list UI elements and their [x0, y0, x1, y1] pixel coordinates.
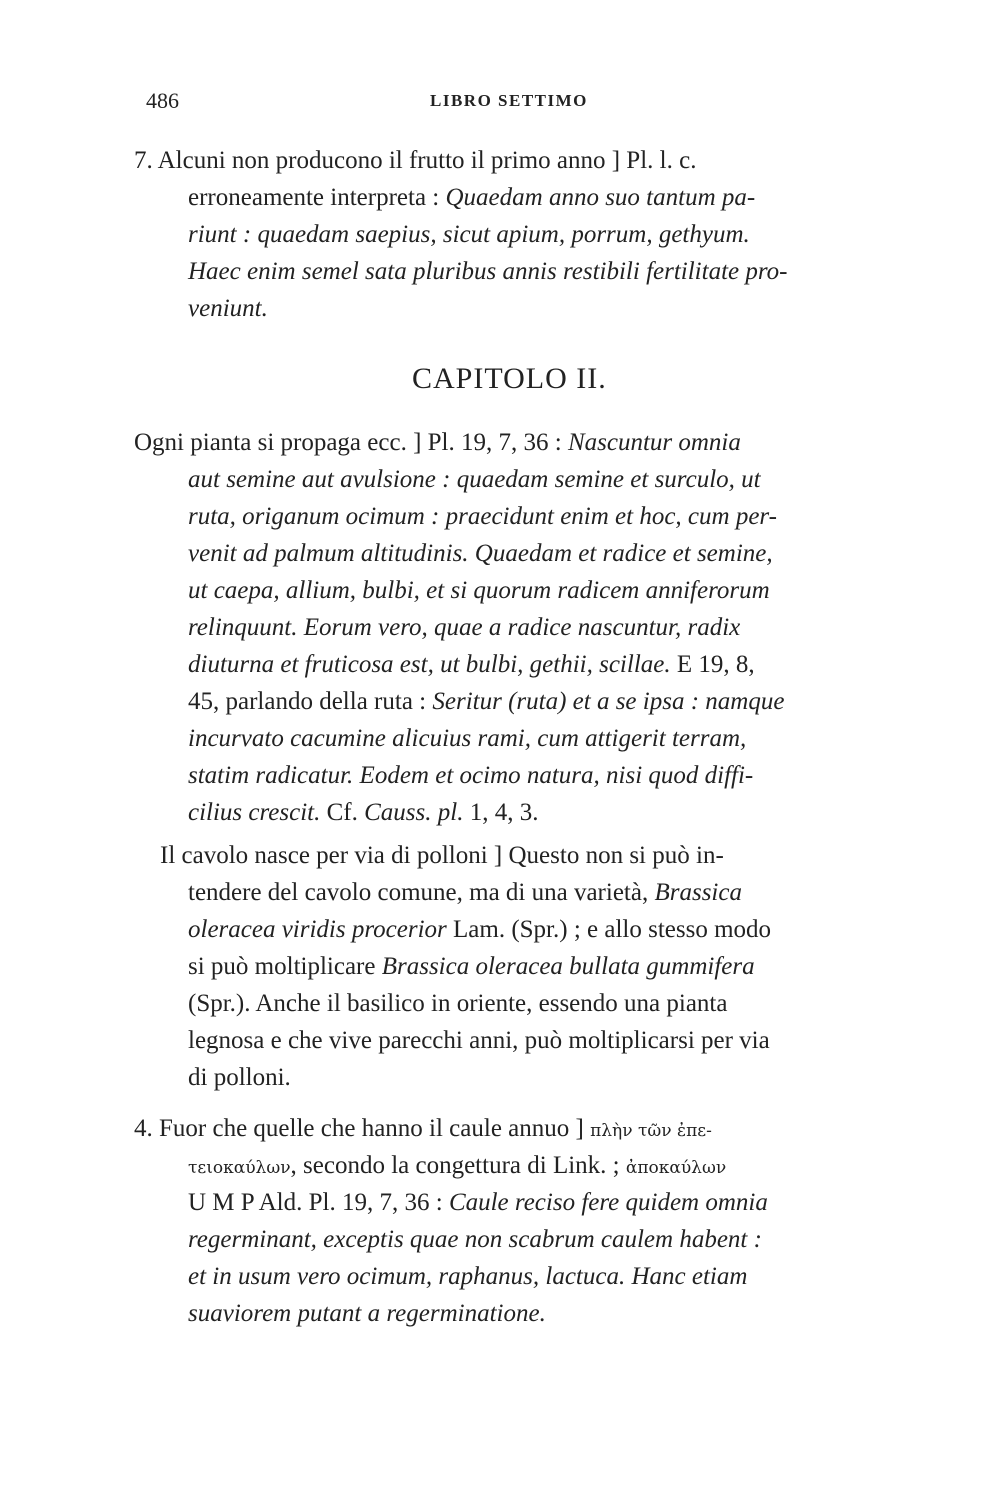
text-span: tendere del cavolo comune, ma di una varietà, [188, 879, 655, 906]
note-4-line-5: et in usum vero ocimum, raphanus, lactuca. Hanc etiam [188, 1263, 748, 1290]
note-cavolo-line-6: legnosa e che vive parecchi anni, può moltiplicarsi per via [188, 1027, 770, 1054]
note-cavolo-line-1: Il cavolo nasce per via di polloni ] Questo non si può in- [160, 842, 724, 869]
note-7-line-4: Haec enim semel sata pluribus annis restibili fertilitate pro- [188, 258, 788, 285]
text-span: 1, 4, 3. [463, 799, 539, 826]
latin-quote: Nascuntur omnia [567, 429, 741, 456]
note-cavolo-line-3 [188, 915, 771, 945]
text-span: 45, parlando della ruta : [188, 688, 433, 715]
text-span: E 19, 8, [670, 651, 755, 678]
greek-text: πλὴν τῶν ἐπε- [590, 1121, 712, 1141]
note-4-line-3 [188, 1188, 768, 1218]
note-4-line-2 [188, 1151, 726, 1183]
greek-text: ἀποκαύλων [625, 1158, 727, 1178]
latin-name: Brassica [654, 879, 742, 906]
text-span: , secondo la congettura di Link. ; [290, 1152, 626, 1179]
text-span: U M P Ald. Pl. 19, 7, 36 : [188, 1189, 449, 1216]
note-pianta-line-9: incurvato cacumine alicuius rami, cum attigerit terram, [188, 725, 747, 752]
page-number: 486 [146, 88, 179, 113]
note-cavolo-line-5: (Spr.). Anche il basilico in oriente, essendo una pianta [188, 990, 728, 1017]
note-4-line-1 [134, 1114, 712, 1146]
text-span: Ogni pianta si propaga ecc. ] Pl. 19, 7, 36 : [134, 429, 568, 456]
note-4-line-6: suaviorem putant a regerminatione. [188, 1300, 546, 1327]
note-cavolo-line-4 [188, 952, 755, 982]
note-7-line-1: 7. Alcuni non producono il frutto il primo anno ] Pl. l. c. [134, 147, 697, 174]
latin-quote: Quaedam anno suo tantum pa- [445, 184, 756, 211]
latin-name: oleracea viridis procerior [188, 916, 447, 943]
note-pianta-line-5: ut caepa, allium, bulbi, et si quorum radicem anniferorum [188, 577, 770, 604]
work-title: Causs. pl. [364, 799, 464, 826]
chapter-title: CAPITOLO II. [412, 362, 607, 395]
note-pianta-line-3: ruta, origanum ocimum : praecidunt enim et hoc, cum per- [188, 503, 777, 530]
text-span: si può moltiplicare [188, 953, 382, 980]
note-cavolo-line-2 [188, 878, 742, 908]
page-header [146, 88, 866, 118]
note-pianta-line-11 [188, 798, 538, 828]
text-span: Lam. (Spr.) ; e allo stesso modo [446, 916, 772, 943]
note-7-line-5: veniunt. [188, 295, 268, 322]
note-pianta-line-2: aut semine aut avulsione : quaedam semine et surculo, ut [188, 466, 761, 493]
latin-quote: cilius crescit. [188, 799, 321, 826]
note-7-line-3: riunt : quaedam saepius, sicut apium, porrum, gethyum. [188, 221, 750, 248]
running-head: LIBRO SETTIMO [430, 91, 588, 110]
note-cavolo-line-7: di polloni. [188, 1064, 291, 1091]
latin-quote: diuturna et fruticosa est, ut bulbi, gethii, scillae. [188, 651, 671, 678]
note-7-line-2 [188, 183, 755, 213]
latin-name: Brassica oleracea bullata gummifera [381, 953, 755, 980]
note-pianta-line-1 [134, 428, 741, 458]
note-pianta-line-10: statim radicatur. Eodem et ocimo natura, nisi quod diffi- [188, 762, 754, 789]
greek-text: τειοκαύλων [188, 1158, 291, 1178]
note-4-line-4: regerminant, exceptis quae non scabrum caulem habent : [188, 1226, 762, 1253]
latin-quote: Caule reciso fere quidem omnia [448, 1189, 768, 1216]
text-span: erroneamente interpreta : [188, 184, 446, 211]
note-pianta-line-7 [188, 650, 755, 680]
note-pianta-line-4: venit ad palmum altitudinis. Quaedam et radice et semine, [188, 540, 773, 567]
note-pianta-line-6: relinquunt. Eorum vero, quae a radice nascuntur, radix [188, 614, 741, 641]
text-span: 4. Fuor che quelle che hanno il caule annuo ] [134, 1115, 591, 1142]
latin-quote: Seritur (ruta) et a se ipsa : namque [432, 688, 785, 715]
text-span: Cf. [320, 799, 365, 826]
note-pianta-line-8 [188, 687, 784, 717]
